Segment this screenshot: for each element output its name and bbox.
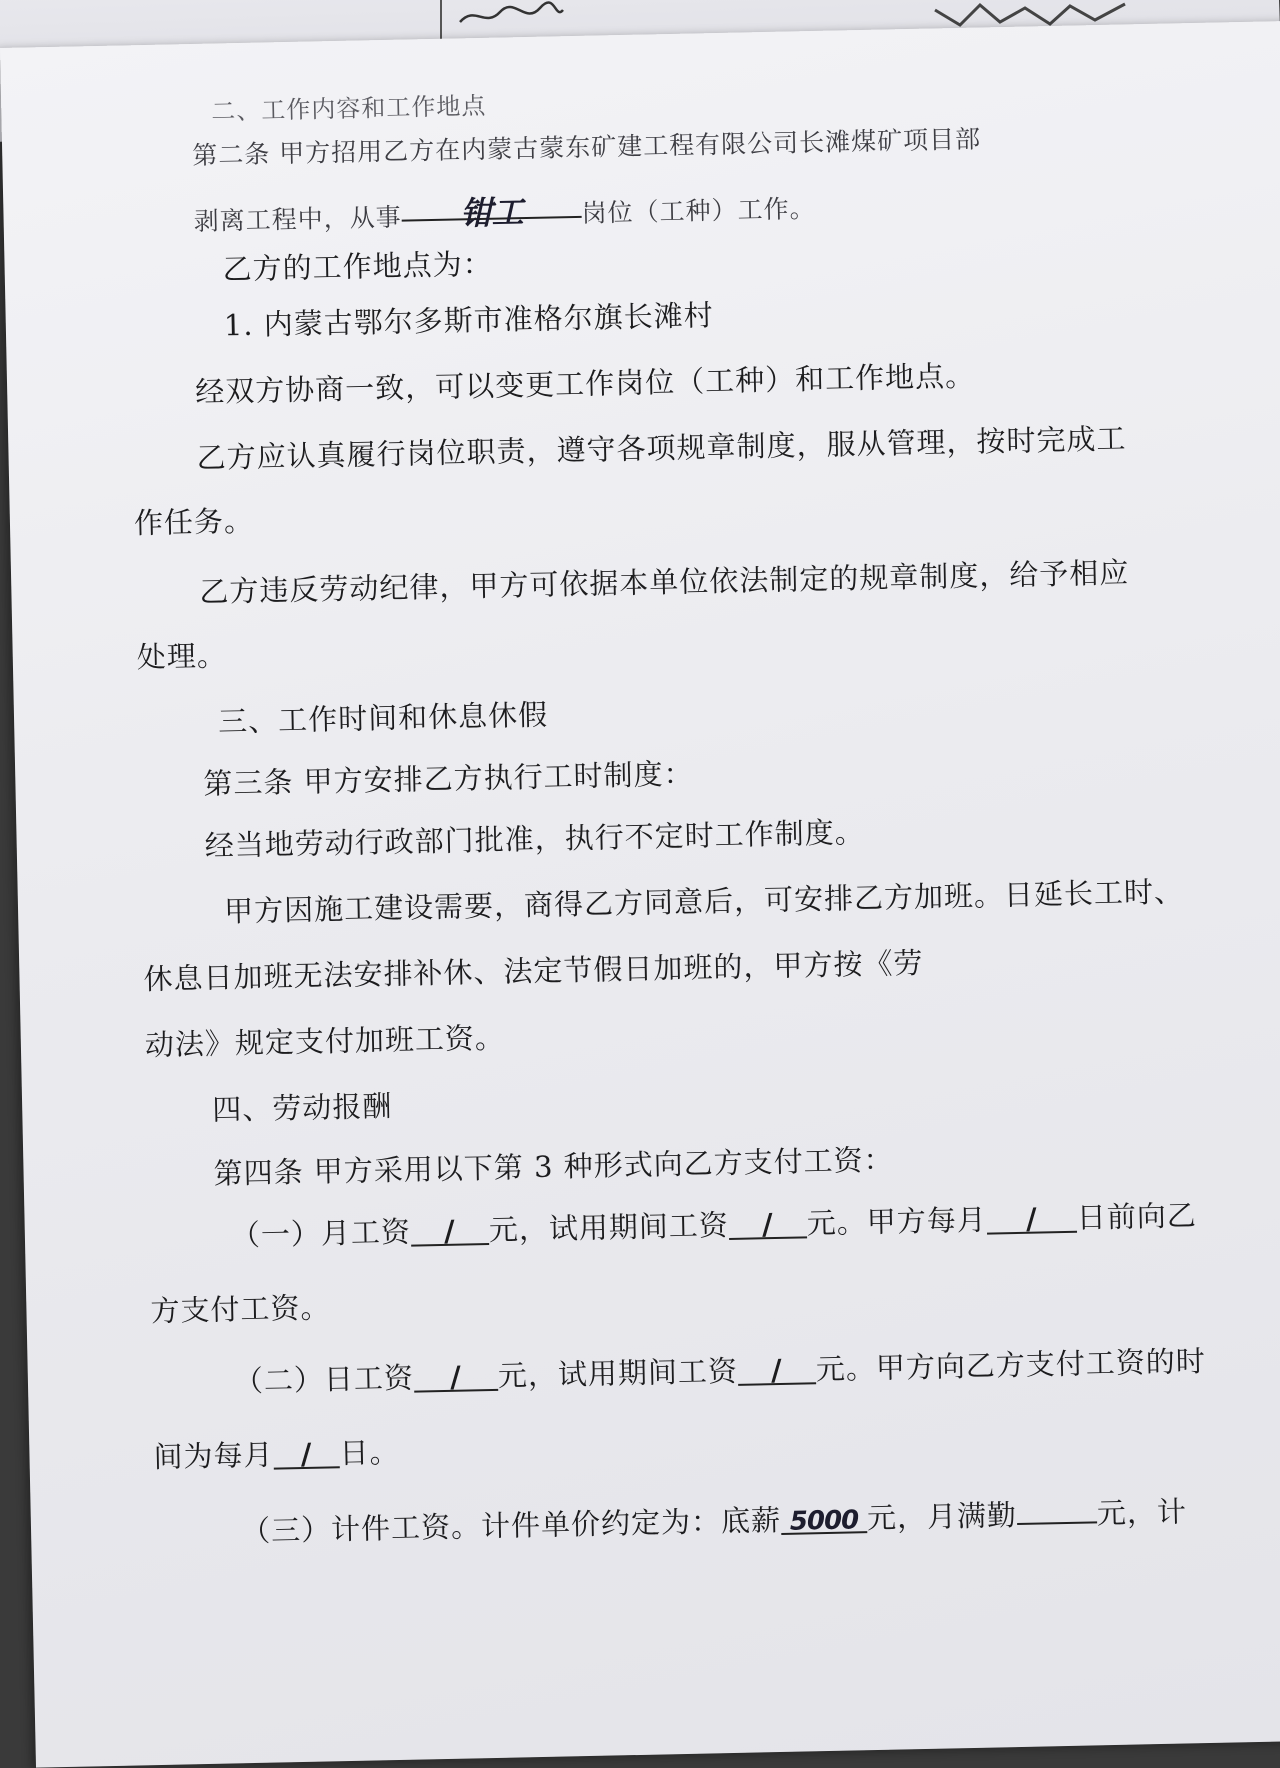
probation-wage-field: [728, 1206, 807, 1240]
wage-option-1: [230, 1193, 1197, 1254]
section-heading: 二、工作内容和工作地点: [211, 91, 487, 126]
article-3-approval: 经当地劳动行政部门批准，执行不定时工作制度。: [204, 815, 865, 863]
full-attendance-field: [1017, 1491, 1098, 1525]
empty-slash: /: [770, 1352, 784, 1388]
article-3: 第三条 甲方安排乙方执行工时制度：: [203, 756, 694, 801]
overtime-line-3: 动法》规定支付加班工资。: [144, 1020, 506, 1063]
empty-slash: /: [449, 1359, 463, 1394]
article-4: 第四条 甲方采用以下第 3 种形式向乙方支付工资：: [213, 1142, 894, 1191]
option-2-line-2-b: 日。: [339, 1434, 400, 1471]
section-4-heading: 四、劳动报酬: [211, 1089, 393, 1127]
workplace-label: 乙方的工作地点为：: [222, 246, 493, 287]
overtime-line-1: 甲方因施工建设需要，商得乙方同意后，可安排乙方加班。日延长工时、: [223, 874, 1185, 929]
monthly-wage-field: [411, 1213, 490, 1247]
wage-option-2-line-2: [153, 1430, 400, 1476]
option-1-text-b: 元，试用期间工资: [488, 1207, 730, 1248]
article-2-suffix: 岗位（工种）工作。: [581, 193, 816, 228]
contract-page: [0, 20, 1280, 1767]
paragraph-violation-2: 处理。: [136, 638, 228, 675]
option-3-label: （三）计件工资。计件单价约定为：底薪: [240, 1502, 782, 1549]
pay-day-field: [986, 1201, 1077, 1235]
overtime-line-2: 休息日加班无法安排补休、法定节假日加班的，甲方按《劳: [143, 945, 924, 997]
option-3-text-c: 元，计: [1096, 1494, 1188, 1531]
option-1-text-d: 日前向乙: [1076, 1198, 1198, 1235]
paragraph-change: 经双方协商一致，可以变更工作岗位（工种）和工作地点。: [194, 358, 976, 409]
article-2-line-2: [193, 181, 816, 238]
option-2-text-b: 元，试用期间工资: [497, 1353, 739, 1393]
wage-option-1-line-2: 方支付工资。: [150, 1290, 331, 1329]
option-2-label: （二）日工资: [233, 1360, 415, 1399]
handwriting-scribble: [455, 0, 565, 30]
empty-slash: /: [1025, 1201, 1038, 1236]
option-3-text-b: 元，月满勤: [866, 1498, 1018, 1536]
option-2-text-c: 元。甲方向乙方支付工资的时: [815, 1344, 1207, 1387]
section-3-heading: 三、工作时间和休息休假: [217, 697, 549, 739]
paragraph-duty-2: 作任务。: [133, 503, 255, 541]
empty-slash: /: [761, 1207, 774, 1242]
paragraph-duty-1: 乙方应认真履行岗位职责，遵守各项规章制度，服从管理，按时完成工: [196, 421, 1127, 475]
probation-daily-wage-field: [738, 1352, 817, 1386]
option-1-label: （一）月工资: [230, 1214, 412, 1253]
base-salary-handwritten: 5000: [789, 1505, 859, 1537]
wage-option-3: [241, 1489, 1188, 1550]
base-salary-field: [781, 1501, 868, 1535]
empty-slash: /: [300, 1436, 313, 1472]
empty-slash: /: [443, 1213, 457, 1248]
option-2-line-2-a: 间为每月: [153, 1437, 274, 1475]
article-2-prefix: 剥离工程中，从事: [193, 202, 402, 236]
article-2-line-1: 第二条 甲方招用乙方在内蒙古蒙东矿建工程有限公司长滩煤矿项目部: [191, 124, 982, 170]
wage-option-2: [234, 1339, 1207, 1400]
position-field: [401, 186, 582, 233]
position-handwritten: 钳工: [460, 193, 523, 233]
workplace-item: 1. 内蒙古鄂尔多斯市准格尔旗长滩村: [223, 298, 714, 343]
option-1-text-c: 元。甲方每月: [806, 1202, 988, 1241]
daily-wage-field: [414, 1359, 499, 1393]
pay-day-field-2: [273, 1436, 340, 1472]
paragraph-violation-1: 乙方违反劳动纪律，甲方可依据本单位依法制定的规章制度，给予相应: [199, 555, 1130, 609]
